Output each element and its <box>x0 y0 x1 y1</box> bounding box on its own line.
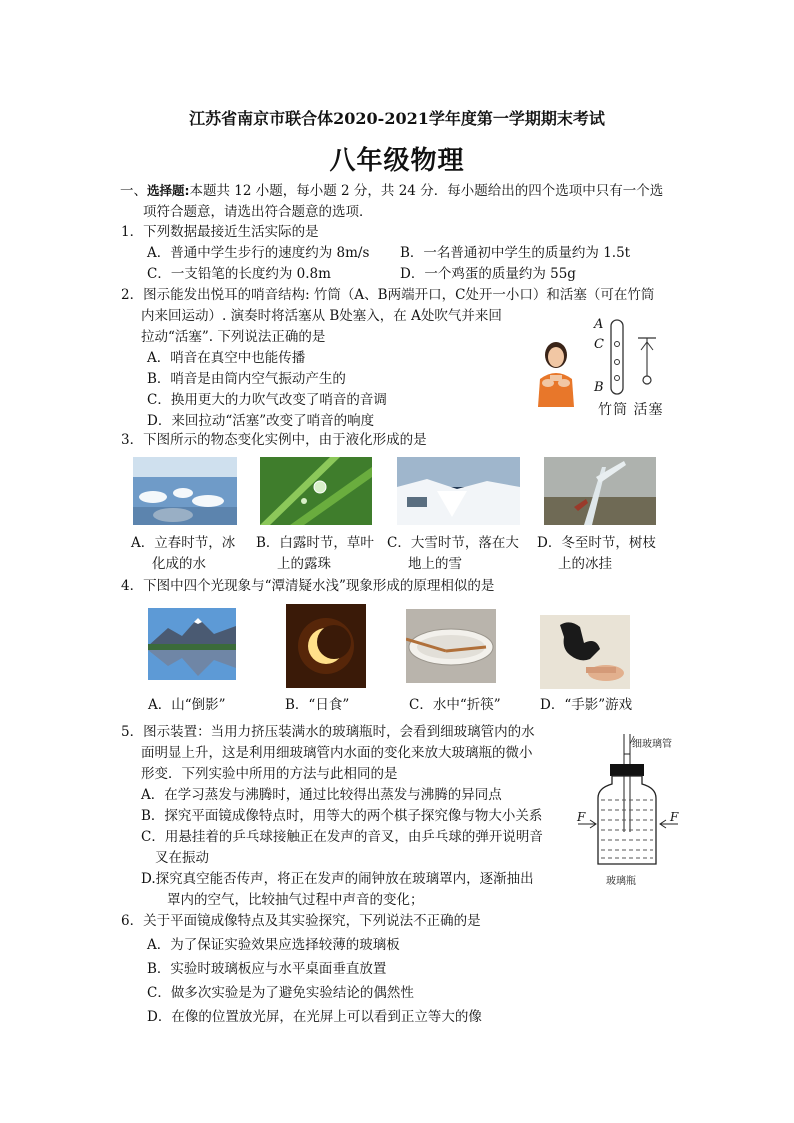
section-intro-line2: 项符合题意，请选出符合题意的选项． <box>143 204 373 220</box>
q4-option-b: B．“日食” <box>285 697 350 713</box>
section-label: 选择题: <box>147 183 190 198</box>
q3-stem: 3．下图所示的物态变化实例中，由于液化形成的是 <box>121 432 427 448</box>
q5-line1: 5．图示装置：当用力挤压装满水的玻璃瓶时，会看到细玻璃管内的水 <box>121 724 535 740</box>
q5-option-c-line1: C．用悬挂着的乒乓球接触正在发声的音叉，由乒乓球的弹开说明音 <box>141 829 543 845</box>
q5-option-c-line2: 叉在振动 <box>155 850 209 866</box>
hand-shadow-photo <box>540 615 630 689</box>
section-intro <box>120 181 663 201</box>
q1-option-a: A．普通中学生步行的速度约为 8m/s <box>147 245 370 261</box>
q4-option-c: C．水中“折筷” <box>409 697 501 713</box>
q3-option-c-line2: 地上的雪 <box>408 556 462 572</box>
q2-line1: 2．图示能发出悦耳的哨音结构: 竹筒（A、B两端开口，C处开一小口）和活塞（可在竹筒 <box>121 287 655 303</box>
icicle-branch-photo <box>544 457 656 525</box>
q2-option-c: C．换用更大的力吹气改变了哨音的音调 <box>147 392 387 408</box>
dew-drop-photo <box>260 457 372 525</box>
q6-option-d: D．在像的位置放光屏，在光屏上可以看到正立等大的像 <box>147 1009 482 1025</box>
q3-option-d <box>537 533 667 575</box>
fig-caption: 竹筒 活塞 <box>598 402 664 418</box>
mountain-reflection-photo <box>148 608 236 680</box>
q6-option-c: C．做多次实验是为了避免实验结论的偶然性 <box>147 985 414 1001</box>
q1-option-d: D．一个鸡蛋的质量约为 55g <box>400 266 576 282</box>
q1-stem: 1．下列数据最接近生活实际的是 <box>121 224 319 240</box>
q6-option-a: A．为了保证实验效果应选择较薄的玻璃板 <box>147 937 400 953</box>
fig-label-b: B <box>594 380 604 395</box>
q6-option-b: B．实验时玻璃板应与水平桌面垂直放置 <box>147 961 387 977</box>
girl-playing-photo <box>530 337 582 407</box>
q4-option-d: D．“手影”游戏 <box>540 697 633 713</box>
q3-option-b-line1: B．白露时节，草叶 <box>256 535 374 551</box>
solar-eclipse-photo <box>286 604 366 688</box>
squeeze-bottle-diagram <box>576 732 688 872</box>
q4-option-a: A．山“倒影” <box>148 697 226 713</box>
q3-option-d-line1: D．冬至时节，树枝 <box>537 535 656 551</box>
q4-stem: 4．下图中四个光现象与“潭清疑水浅”现象形成的原理相似的是 <box>121 578 495 594</box>
q5-option-b: B．探究平面镜成像特点时，用等大的两个棋子探究像与物大小关系 <box>141 808 543 824</box>
q2-line2: 内来回运动）. 演奏时将活塞从 B处塞入，在 A处吹气并来回 <box>141 308 502 324</box>
q3-option-a <box>131 533 246 575</box>
fig-tube-label: 细玻璃管 <box>632 739 672 750</box>
q1-option-c: C．一支铅笔的长度约为 0.8m <box>147 266 331 282</box>
q1-option-b: B．一名普通初中学生的质量约为 1.5t <box>400 245 631 261</box>
bent-chopstick-photo <box>406 609 496 683</box>
snow-landscape-photo <box>397 457 520 525</box>
q5-option-d-line2: 罩内的空气，比较抽气过程中声音的变化； <box>167 892 424 908</box>
q3-option-b <box>256 533 381 575</box>
q2-option-b: B．哨音是由筒内空气振动产生的 <box>147 371 346 387</box>
q6-stem: 6．关于平面镜成像特点及其实验探究，下列说法不正确的是 <box>121 913 481 929</box>
q3-option-b-line2: 上的露珠 <box>277 556 331 572</box>
section-intro-text: 本题共 12 小题，每小题 2 分，共 24 分．每小题给出的四个选项中只有一个选 <box>189 183 664 199</box>
force-right-label: F <box>670 810 679 824</box>
melting-ice-photo <box>133 457 237 525</box>
q3-option-a-line2: 化成的水 <box>152 556 206 572</box>
q5-line2: 面明显上升，这是利用细玻璃管内水面的变化来放大玻璃瓶的微小 <box>141 745 533 761</box>
bamboo-flute-diagram <box>608 318 668 398</box>
q2-option-d: D．来回拉动“活塞”改变了哨音的响度 <box>147 413 375 429</box>
q5-line3: 形变．下列实验中所用的方法与此相同的是 <box>141 766 398 782</box>
q3-option-d-line2: 上的冰挂 <box>558 556 612 572</box>
section-number: 一、 <box>120 183 147 199</box>
force-left-label: F <box>577 810 586 824</box>
q5-option-d-line1: D.探究真空能否传声，将正在发声的闹钟放在玻璃罩内，逐渐抽出 <box>141 871 534 887</box>
fig-label-c: C <box>594 337 604 352</box>
fig-bottle-label: 玻璃瓶 <box>606 876 636 887</box>
q2-line3: 拉动“活塞”. 下列说法正确的是 <box>141 329 326 345</box>
q3-option-a-line1: A．立春时节，冰 <box>131 535 236 551</box>
subject-title: 八年级物理 <box>329 146 465 176</box>
q5-option-a: A．在学习蒸发与沸腾时，通过比较得出蒸发与沸腾的异同点 <box>141 787 502 803</box>
q3-option-c <box>387 533 527 575</box>
q2-option-a: A．哨音在真空中也能传播 <box>147 350 306 366</box>
q3-option-c-line1: C．大雪时节，落在大 <box>387 535 519 551</box>
exam-title: 江苏省南京市联合体2020-2021学年度第一学期期末考试 <box>189 109 605 128</box>
fig-label-a: A <box>594 317 604 332</box>
